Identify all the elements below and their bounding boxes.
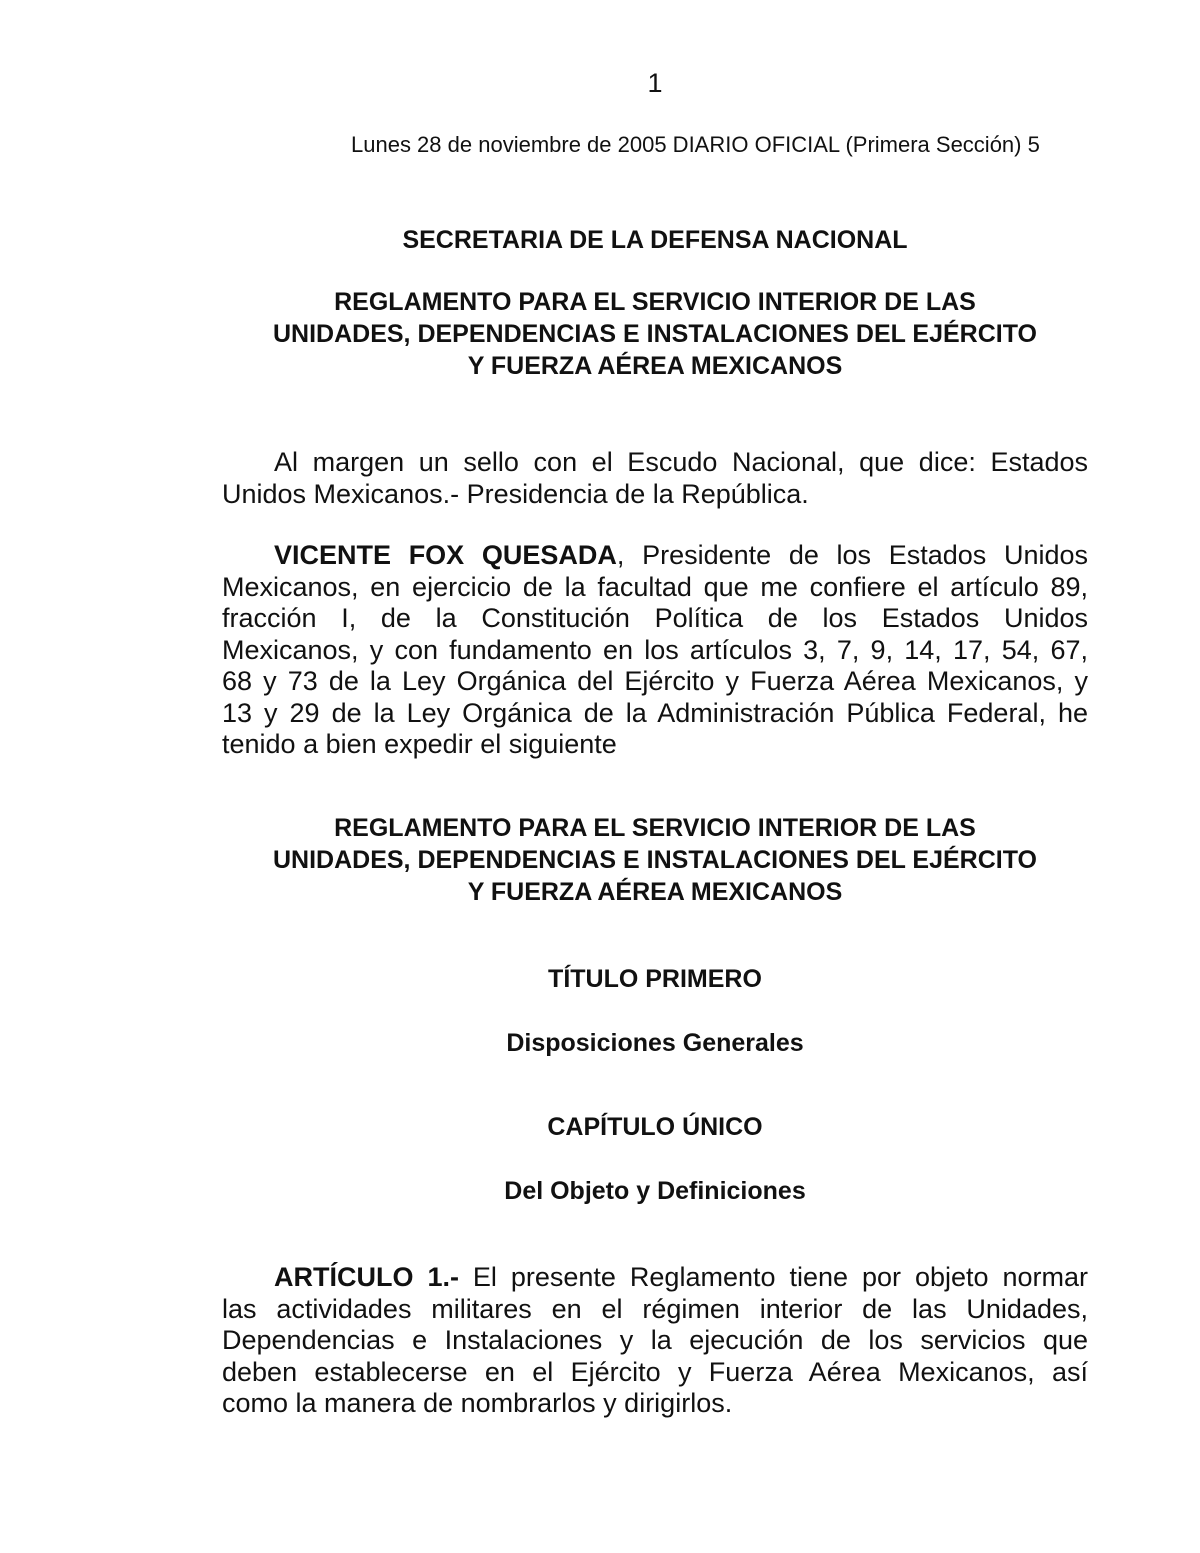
regulation-title bbox=[220, 286, 1090, 382]
paragraph-line: deben establecerse en el Ejército y Fuerza Aérea Mexicanos, así bbox=[222, 1356, 1088, 1387]
paragraph-line: Unidos Mexicanos.- Presidencia de la República. bbox=[222, 478, 809, 509]
paragraph-line: como la manera de nombrarlos y dirigirlos. bbox=[222, 1388, 733, 1418]
paragraph-line: fracción I, de la Constitución Política de los Estados Unidos bbox=[222, 603, 1088, 633]
paragraph-line bbox=[222, 1262, 1088, 1294]
paragraph-line: Mexicanos, en ejercicio de la facultad que me confiere el artículo 89, bbox=[222, 571, 1088, 602]
paragraph-line: 68 y 73 de la Ley Orgánica del Ejército y Fuerza Aérea Mexicanos, y bbox=[222, 666, 1088, 696]
titulo-subtitle-text: Disposiciones Generales bbox=[506, 1029, 804, 1057]
paragraph-text: , Presidente de los Estados Unidos bbox=[616, 540, 1088, 570]
titulo-text: TÍTULO PRIMERO bbox=[548, 965, 762, 993]
capitulo-subtitle-text: Del Objeto y Definiciones bbox=[504, 1177, 806, 1205]
titulo-heading bbox=[220, 963, 1090, 995]
paragraph-line: las actividades militares en el régimen interior de las Unidades, bbox=[222, 1293, 1088, 1324]
paragraph-line: 13 y 29 de la Ley Orgánica de la Administración Pública Federal, he bbox=[222, 697, 1088, 728]
title-line: Y FUERZA AÉREA MEXICANOS bbox=[467, 878, 843, 906]
paragraph-line bbox=[222, 540, 1088, 572]
title-line: Y FUERZA AÉREA MEXICANOS bbox=[467, 352, 843, 380]
title-line: REGLAMENTO PARA EL SERVICIO INTERIOR DE LAS bbox=[334, 814, 976, 842]
page-number: 1 bbox=[647, 68, 663, 98]
capitulo-subtitle bbox=[220, 1175, 1090, 1207]
president-name: VICENTE FOX QUESADA bbox=[274, 540, 617, 570]
paragraph-line: Al margen un sello con el Escudo Nacional, que dice: Estados bbox=[274, 447, 1088, 477]
paragraph-text: El presente Reglamento tiene por objeto normar bbox=[458, 1262, 1088, 1292]
paragraph-line: Mexicanos, y con fundamento en los artículos 3, 7, 9, 14, 17, 54, 67, bbox=[222, 634, 1088, 665]
titulo-subtitle bbox=[220, 1027, 1090, 1059]
title-line: UNIDADES, DEPENDENCIAS E INSTALACIONES DEL EJÉRCITO bbox=[272, 320, 1037, 348]
article-label: ARTÍCULO 1.- bbox=[274, 1262, 459, 1292]
paragraph-line: tenido a bien expedir el siguiente bbox=[222, 729, 617, 759]
decree-paragraph bbox=[222, 540, 1088, 761]
title-line: REGLAMENTO PARA EL SERVICIO INTERIOR DE LAS bbox=[334, 288, 976, 316]
article-1 bbox=[222, 1262, 1088, 1420]
agency-heading bbox=[220, 224, 1090, 256]
agency-name: SECRETARIA DE LA DEFENSA NACIONAL bbox=[402, 226, 908, 254]
title-line: UNIDADES, DEPENDENCIAS E INSTALACIONES DEL EJÉRCITO bbox=[272, 846, 1037, 874]
regulation-title-repeat bbox=[220, 812, 1090, 908]
capitulo-text: CAPÍTULO ÚNICO bbox=[547, 1113, 763, 1141]
paragraph-line: Dependencias e Instalaciones y la ejecución de los servicios que bbox=[222, 1325, 1088, 1355]
seal-paragraph bbox=[222, 447, 1088, 510]
capitulo-heading bbox=[220, 1111, 1090, 1143]
gazette-header: Lunes 28 de noviembre de 2005 DIARIO OFICIAL (Primera Sección) 5 bbox=[351, 132, 1040, 157]
